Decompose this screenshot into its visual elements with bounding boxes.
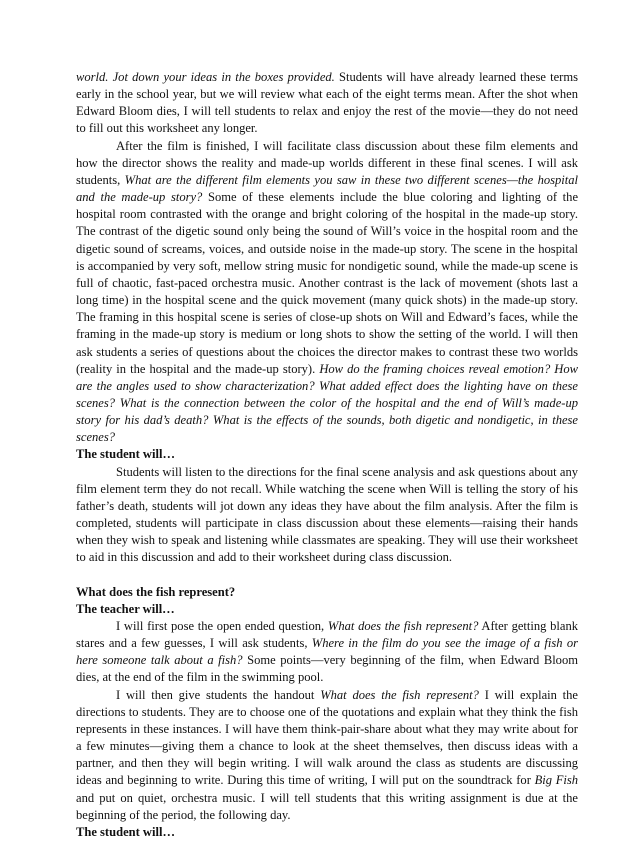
paragraph-class-discussion: [76, 138, 578, 447]
heading-fish-question: What does the fish represent?: [76, 584, 236, 599]
text-run: I will explain the directions to students. They are to choose one of the quotations and explain what they think the fish represents in these instances. I will have them think-pair-share about what they may write about for a few minutes—giving them a chance to look at the sheet themselves, then discuss ideas with a partner, and then they will begin writing. I will walk around the class as students are discussing ideas and beginning to write. During this time of writing, I will put on the soundtrack for: [76, 687, 578, 788]
paragraph-open-question: [76, 618, 578, 687]
italic-questions: How do the framing choices reveal emotion? How are the angles used to show characterization? What added effect does the lighting have on these scenes? What is the connection between the color of the hospital and the end of Will’s made-up story for his dad’s death? What is the effects of the sounds, both digetic and nondigetic, in these scenes?: [76, 361, 578, 445]
heading-teacher-will: The teacher will…: [76, 601, 175, 616]
heading-student-will: The student will…: [76, 447, 175, 462]
text-run: Some of these elements include the blue coloring and lighting of the hospital room contrasted with the orange and bright coloring of the hospital in the made-up story. The contrast of the digetic sound only being the sound of Will’s voice in the hospital room and the digetic sound of screams, voices, and outside noise in the made-up story. The scene in the hospital is accompanied by very soft, mellow string music for nondigetic sound, while the made-up scene is full of chaotic, fast-paced orchestra music. Another contrast is the lack of movement (shots last a long time) in the hospital scene and the quick movement (many quick shots) in the made-up story. The framing in this hospital scene is series of close-up shots on Will and Edward’s faces, while the framing in the made-up story is medium or long shots to show the setting of the world. I will then ask students a series of questions about the choices the director makes to contrast these two worlds (reality in the hospital and the made-up story).: [76, 190, 579, 376]
paragraph-handout: [76, 687, 578, 824]
italic-film-title: Big Fish: [534, 773, 578, 788]
text-run: I will then give students the handout: [116, 687, 321, 702]
italic-handout-title: What does the fish represent?: [320, 687, 479, 702]
italic-instruction: world. Jot down your ideas in the boxes provided.: [76, 70, 335, 84]
italic-question: What are the different film elements you saw in these two different scenes—the hospital and the made-up story?: [76, 172, 579, 205]
text-run: and put on quiet, orchestra music. I will tell students that this writing assignment is due at the beginning of the period, the following day.: [76, 790, 578, 822]
blank-line: [76, 567, 578, 584]
text-run: I will first pose the open ended question,: [116, 618, 328, 633]
text-run: Students will have already learned these terms early in the school year, but we will review what each of the eight terms mean. After the shot when Edward Bloom dies, I will tell students to relax and enjoy the rest of the movie—they do not need to fill out this worksheet any longer.: [76, 70, 578, 136]
paragraph-student-activity: Students will listen to the directions for the final scene analysis and ask questions about any film element term they do not recall. While watching the scene when Will is telling the story of his father’s death, students will jot down any ideas they have about the film analysis. After the film is completed, students will participate in class discussion about these elements—raising their hands when they wish to speak and listening while classmates are speaking. They will use their worksheet to aid in this discussion and add to their worksheet during class discussion.: [76, 464, 578, 565]
heading-student-will-2: The student will…: [76, 824, 175, 839]
italic-question: What does the fish represent?: [327, 618, 479, 633]
text-run: After the film is finished, I will facilitate class discussion about these film elements and how the director shows the reality and made-up worlds different in these final scenes. I will ask students,: [76, 138, 578, 187]
text-run: Some points—very beginning of the film, when Edward Bloom dies, at the end of the film in the swimming pool.: [76, 653, 578, 685]
paragraph-worksheet-intro: [76, 69, 578, 138]
italic-question: Where in the film do you see the image of a fish or here someone talk about a fish?: [76, 636, 578, 668]
text-run: After getting blank stares and a few guesses, I will ask students,: [76, 618, 578, 651]
